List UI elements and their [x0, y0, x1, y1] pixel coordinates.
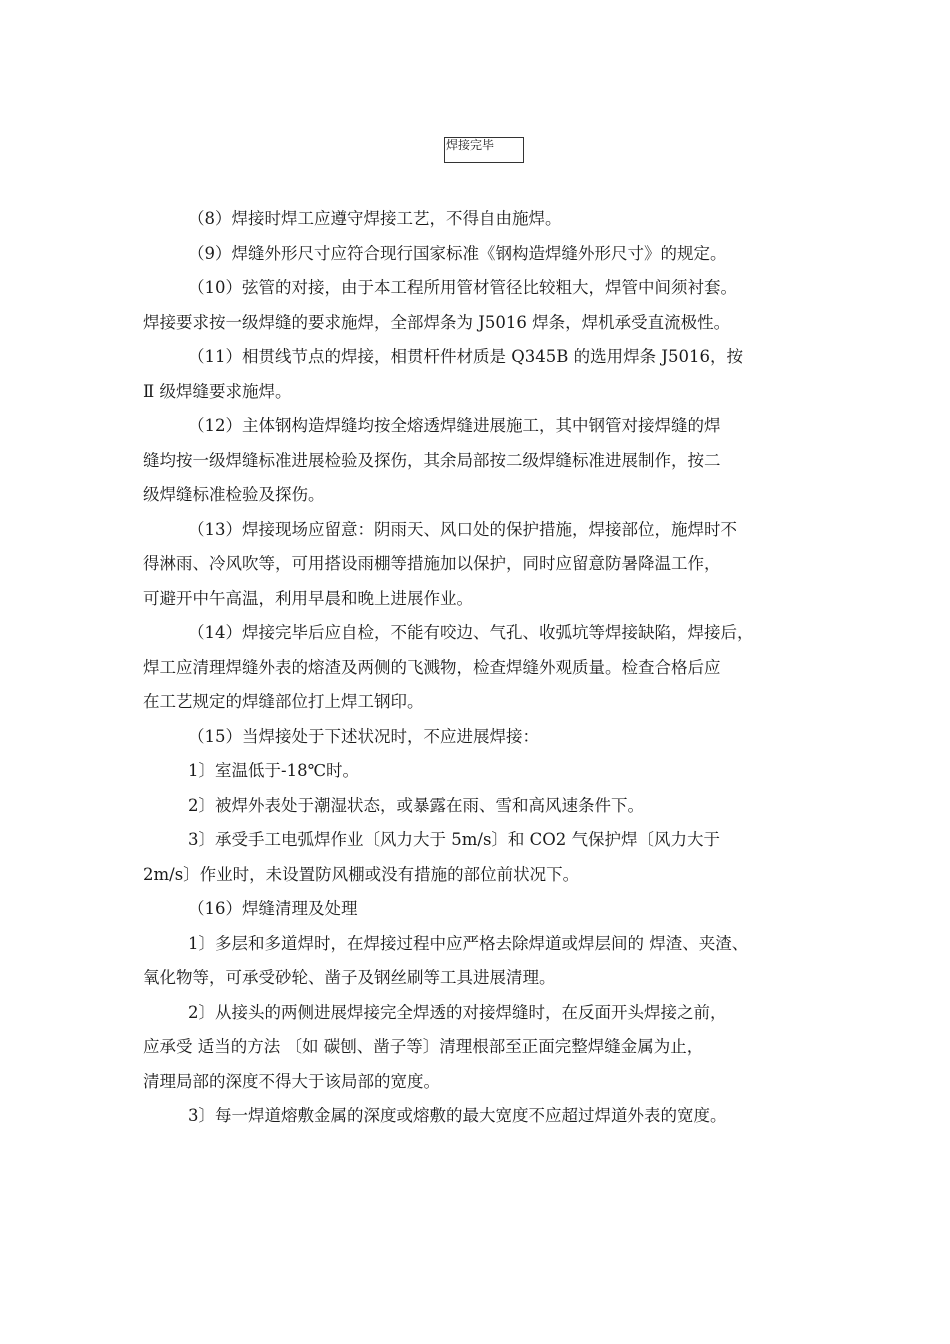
line: （14）焊接完毕后应自检，不能有咬边、气孔、收弧坑等焊接缺陷，焊接后， [188, 623, 754, 642]
paragraph-16 [143, 892, 815, 927]
paragraph-15-item-1 [143, 754, 815, 789]
paragraph-15 [143, 720, 815, 755]
flowchart-box-weld-complete [444, 137, 524, 163]
line: （15）当焊接处于下述状况时，不应进展焊接： [188, 726, 539, 746]
line: 氧化物等，可承受砂轮、凿子及钢丝刷等工具进展清理。 [143, 968, 556, 987]
line: （11）相贯线节点的焊接，相贯杆件材质是 Q345B 的选用焊条 J5016，按 [188, 347, 743, 366]
line: 缝均按一级焊缝标准进展检验及探伤，其余局部按二级焊缝标准进展制作，按二 [143, 450, 721, 470]
paragraph-9 [143, 237, 815, 272]
paragraph-15-item-2 [143, 789, 815, 824]
document-body [143, 202, 815, 1134]
line: 1〕多层和多道焊时，在焊接过程中应严格去除焊道或焊层间的 焊渣、夹渣、 [188, 933, 749, 953]
line: 可避开中午高温，利用早晨和晚上进展作业。 [143, 588, 473, 608]
paragraph-10 [143, 271, 815, 340]
paragraph-16-item-3 [143, 1099, 815, 1134]
line: （16）焊缝清理及处理 [188, 899, 358, 918]
paragraph-12 [143, 409, 815, 513]
paragraph-8 [143, 202, 815, 237]
line: 2m/s〕作业时，未设置防风棚或没有措施的部位前状况下。 [143, 864, 580, 884]
line: 3〕承受手工电弧焊作业〔风力大于 5m/s〕和 CO2 气保护焊〔风力大于 [188, 830, 721, 849]
line: 得淋雨、冷风吹等，可用搭设雨棚等措施加以保护，同时应留意防暑降温工作， [143, 554, 721, 573]
line: （10）弦管的对接，由于本工程所用管材管径比较粗大，焊管中间须衬套。 [188, 278, 737, 297]
line: 焊工应清理焊缝外表的熔渣及两侧的飞溅物，检查焊缝外观质量。检查合格后应 [143, 657, 721, 677]
line: 3〕每一焊道熔敷金属的深度或熔敷的最大宽度不应超过焊道外表的宽度。 [188, 1106, 727, 1125]
paragraph-13 [143, 513, 815, 617]
line: 清理局部的深度不得大于该局部的宽度。 [143, 1071, 440, 1091]
line: （8）焊接时焊工应遵守焊接工艺，不得自由施焊。 [188, 209, 562, 228]
line: （13）焊接现场应留意：阴雨天、风口处的保护措施，焊接部位，施焊时不 [188, 519, 737, 539]
line: 焊接要求按一级焊缝的要求施焊，全部焊条为 J5016 焊条，焊机承受直流极性。 [143, 312, 731, 332]
line: 应承受 适当的方法 〔如 碳刨、凿子等〕清理根部至正面完整焊缝金属为止， [143, 1037, 704, 1056]
line: 在工艺规定的焊缝部位打上焊工钢印。 [143, 692, 424, 711]
paragraph-16-item-1 [143, 927, 815, 996]
line: Ⅱ 级焊缝要求施焊。 [143, 381, 292, 401]
line: （9）焊缝外形尺寸应符合现行国家标准《钢构造焊缝外形尺寸》的规定。 [188, 243, 727, 263]
paragraph-15-item-3 [143, 823, 815, 892]
paragraph-14 [143, 616, 815, 720]
line: 2〕被焊外表处于潮湿状态，或暴露在雨、雪和高风速条件下。 [188, 795, 644, 815]
paragraph-11 [143, 340, 815, 409]
flowchart-box-label: 焊接完毕 [446, 138, 495, 152]
line: 1〕室温低于-18℃时。 [188, 761, 360, 780]
line: （12）主体钢构造焊缝均按全熔透焊缝进展施工，其中钢管对接焊缝的焊 [188, 416, 721, 435]
line: 2〕从接头的两侧进展焊接完全焊透的对接焊缝时，在反面开头焊接之前， [188, 1002, 727, 1022]
line: 级焊缝标准检验及探伤。 [143, 485, 325, 504]
paragraph-16-item-2 [143, 996, 815, 1100]
